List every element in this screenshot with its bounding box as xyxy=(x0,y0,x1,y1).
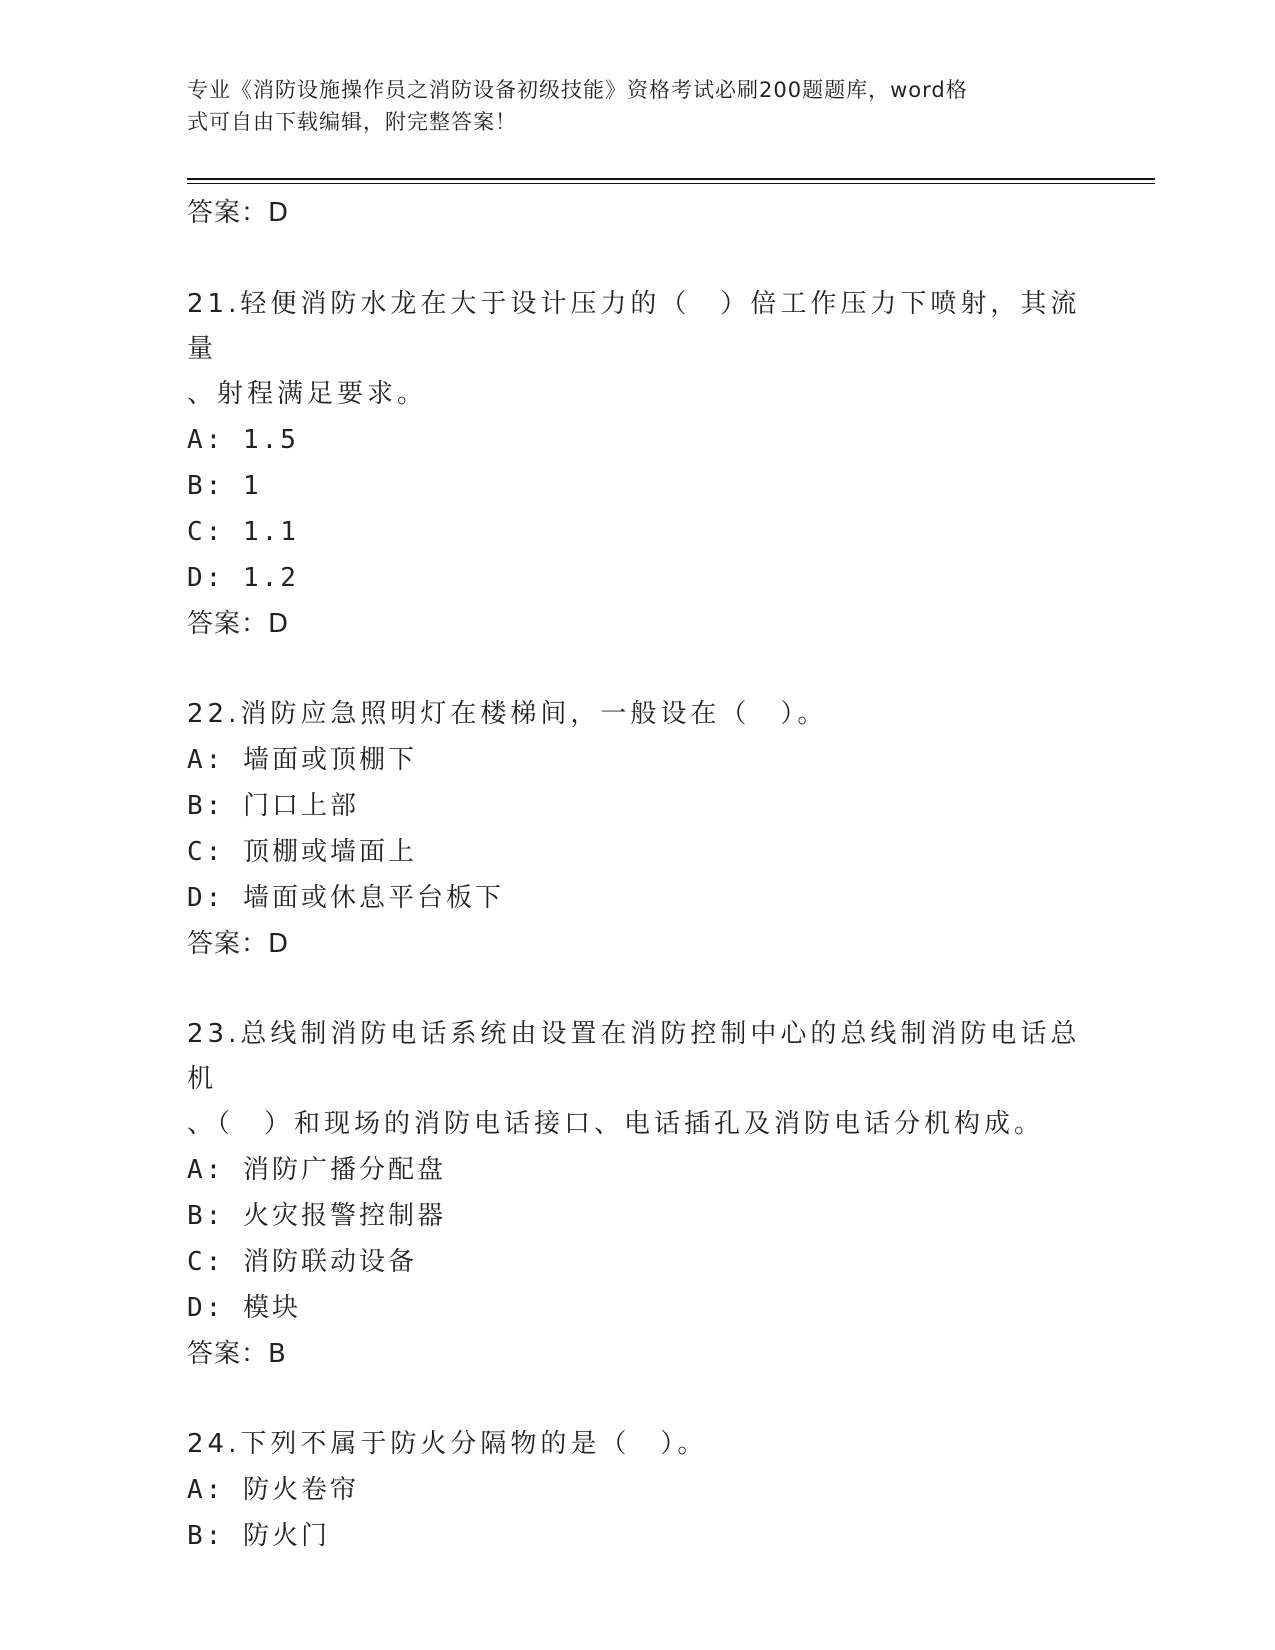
option-d: D: 墙面或休息平台板下 xyxy=(187,883,504,913)
question-block-21 xyxy=(187,282,1087,647)
question-text: 24.下列不属于防火分隔物的是（ ）。 xyxy=(187,1429,708,1459)
option-a: A: 1.5 xyxy=(187,425,299,455)
question-list xyxy=(187,190,1087,1559)
option-b: B: 火灾报警控制器 xyxy=(187,1201,446,1231)
answer-line: 答案：D xyxy=(187,929,290,959)
document-header: 专业《消防设施操作员之消防设备初级技能》资格考试必刷200题题库，word格 式可自由下载编辑，附完整答案！ xyxy=(187,78,968,134)
question-text: 21.轻便消防水龙在大于设计压力的（ ）倍工作压力下喷射，其流量 、射程满足要求。 xyxy=(187,289,1081,409)
question-text: 23.总线制消防电话系统由设置在消防控制中心的总线制消防电话总机 、（ ）和现场的消防电话接口、电话插孔及消防电话分机构成。 xyxy=(187,1019,1081,1139)
header-rule xyxy=(187,178,1155,180)
option-d: D: 模块 xyxy=(187,1293,301,1323)
question-text: 22.消防应急照明灯在楼梯间，一般设在（ ）。 xyxy=(187,699,828,729)
option-d: D: 1.2 xyxy=(187,563,299,593)
answer-line: 答案：D xyxy=(187,198,290,228)
option-a: A: 防火卷帘 xyxy=(187,1475,359,1505)
option-b: B: 1 xyxy=(187,471,262,501)
option-a: A: 消防广播分配盘 xyxy=(187,1155,446,1185)
option-c: C: 消防联动设备 xyxy=(187,1247,417,1277)
option-b: B: 门口上部 xyxy=(187,791,359,821)
option-c: C: 1.1 xyxy=(187,517,299,547)
answer-line: 答案：D xyxy=(187,609,290,639)
question-block-23 xyxy=(187,1012,1087,1377)
header-rule-thin xyxy=(187,183,1155,184)
question-block-24 xyxy=(187,1422,1087,1559)
question-block-22 xyxy=(187,692,1087,967)
option-c: C: 顶棚或墙面上 xyxy=(187,837,417,867)
answer-line: 答案：B xyxy=(187,1339,287,1369)
option-b: B: 防火门 xyxy=(187,1521,330,1551)
option-a: A: 墙面或顶棚下 xyxy=(187,745,417,775)
